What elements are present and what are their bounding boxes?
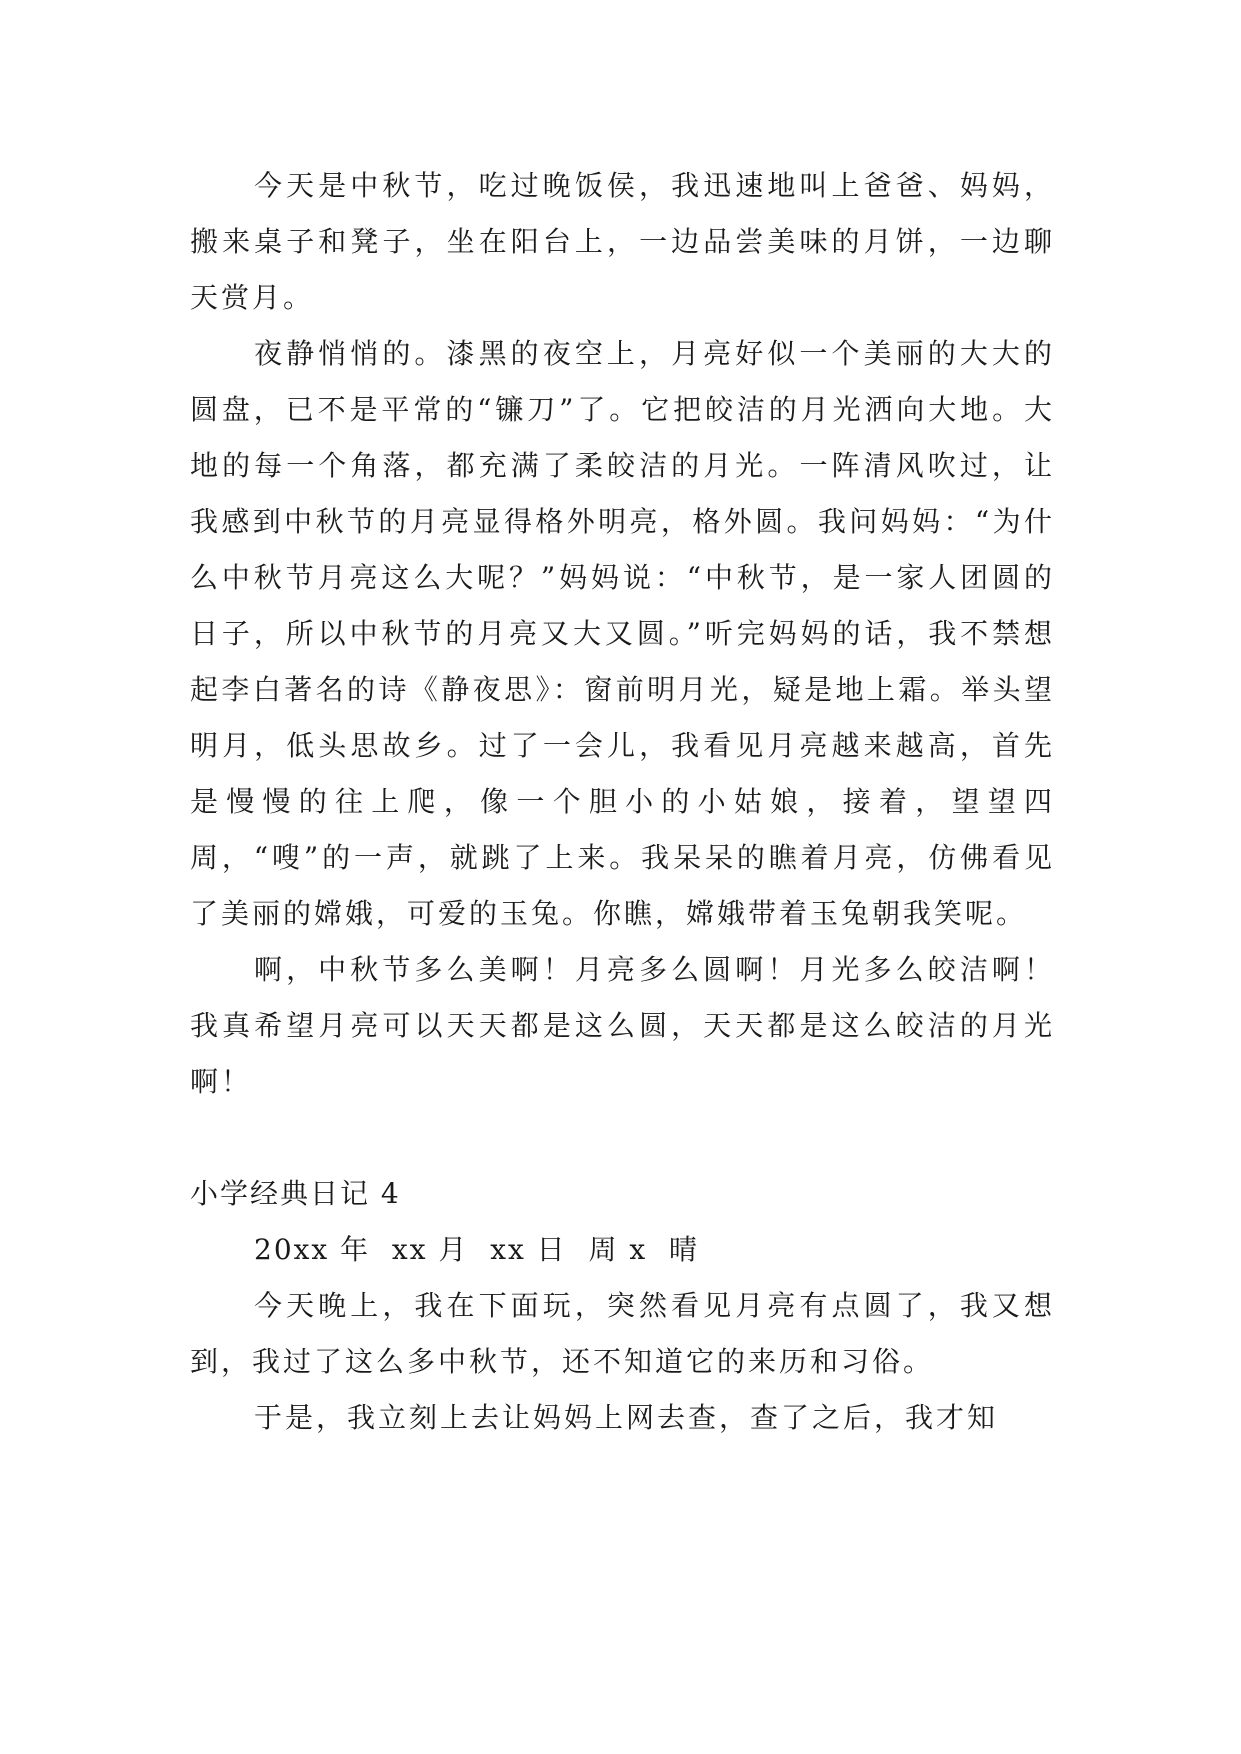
paragraph-search-online: 于是，我立刻上去让妈妈上网去查，查了之后，我才知 bbox=[254, 1401, 999, 1434]
diary-section-title: 小学经典日记 4 bbox=[190, 1177, 401, 1210]
section-spacer bbox=[190, 1110, 1055, 1166]
paragraph-mid-autumn-evening: 今天是中秋节，吃过晚饭侯，我迅速地叫上爸爸、妈妈，搬来桌子和凳子，坐在阳台上，一边品尝美味的月饼，一边聊天赏月。 bbox=[190, 169, 1055, 314]
diary-date-line: 20xx 年 xx 月 xx 日 周 x 晴 bbox=[254, 1233, 699, 1266]
document-body bbox=[190, 158, 1055, 1446]
paragraph-exclamation: 啊，中秋节多么美啊！月亮多么圆啊！月光多么皎洁啊！我真希望月亮可以天天都是这么圆，天天都是这么皎洁的月光啊！ bbox=[190, 953, 1055, 1098]
paragraph-moon-description: 夜静悄悄的。漆黑的夜空上，月亮好似一个美丽的大大的圆盘，已不是平常的“镰刀”了。它把皎洁的月光洒向大地。大地的每一个角落，都充满了柔皎洁的月光。一阵清风吹过，让我感到中秋节的月亮显得格外明亮，格外圆。我问妈妈：“为什么中秋节月亮这么大呢？”妈妈说：“中秋节，是一家人团圆的日子，所以中秋节的月亮又大又圆。”听完妈妈的话，我不禁想起李白著名的诗《静夜思》：窗前明月光，疑是地上霜。举头望明月，低头思故乡。过了一会儿，我看见月亮越来越高，首先是慢慢的往上爬，像一个胆小的小姑娘，接着，望望四周，“嗖”的一声，就跳了上来。我呆呆的瞧着月亮，仿佛看见了美丽的嫦娥，可爱的玉兔。你瞧，嫦娥带着玉兔朝我笑呢。 bbox=[190, 337, 1055, 930]
paragraph-tonight: 今天晚上，我在下面玩，突然看见月亮有点圆了，我又想到，我过了这么多中秋节，还不知道它的来历和习俗。 bbox=[190, 1289, 1055, 1378]
